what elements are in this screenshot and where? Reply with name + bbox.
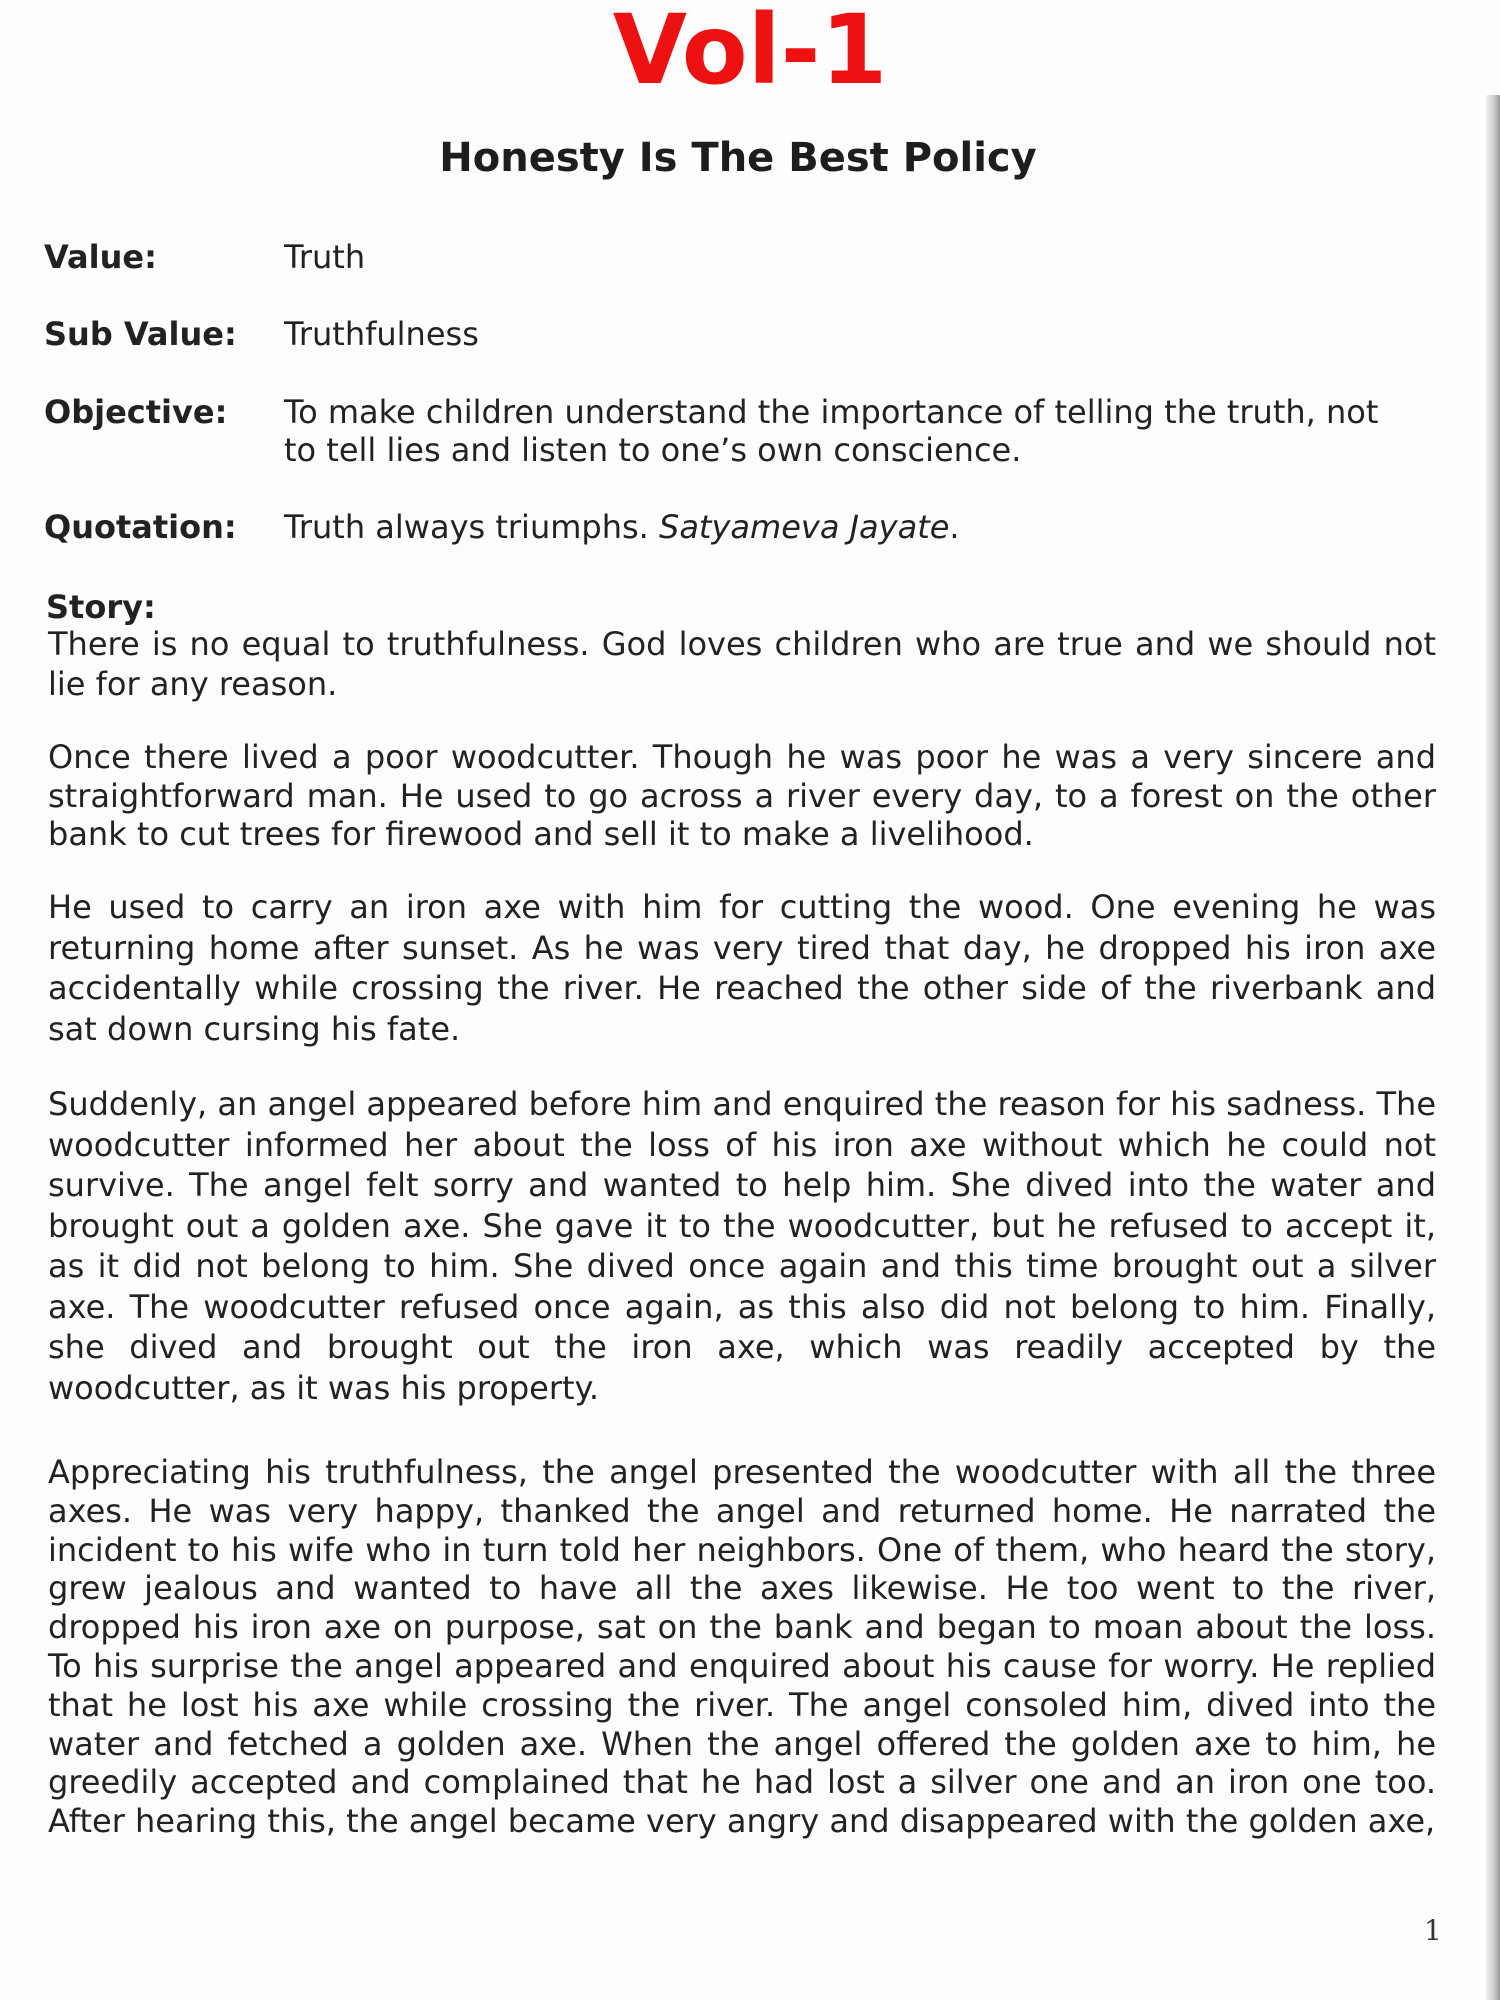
story-paragraph-4: Suddenly, an angel appeared before him and enquired the reason for his sadness. The woodcutter informed her about the loss of his iron axe without which he could not survive. The angel felt sorry and wanted to help him. She dived into the water and brought out a golden axe. She gave it to the woodcutter, but he refused to accept it, as it did not belong to him. She dived once again and this time brought out a silver axe. The woodcutter refused once again, as this also did not belong to him. Finally, she dived and brought out the iron axe, which was readily accepted by the woodcutter, as it was his property.	[48, 1085, 1436, 1407]
story-paragraph-5: Appreciating his truthfulness, the angel presented the woodcutter with all the three axes. He was very happy, thanked the angel and returned home. He narrated the incident to his wife who in turn told her neighbors. One of them, who heard the story, grew jealous and wanted to have all the axes likewise. He too went to the river, dropped his iron axe on purpose, sat on the bank and began to moan about the loss. To his surprise the angel appeared and enquired about his cause for worry. He replied that he lost his axe while crossing the river. The angel consoled him, dived into the water and fetched a golden axe. When the angel offered the golden axe to him, he greedily accepted and complained that he had lost a silver one and an iron one too. After hearing this, the angel became very angry and disappeared with the golden axe,	[48, 1453, 1436, 1841]
quotation-sanskrit: Satyameva Jayate	[659, 508, 950, 546]
value-text: Truth	[284, 238, 366, 276]
quotation-label: Quotation:	[44, 508, 237, 546]
quotation-period: .	[949, 508, 960, 546]
quotation-text	[284, 508, 1384, 546]
story-paragraph-3: He used to carry an iron axe with him for cutting the wood. One evening he was returning home after sunset. As he was very tired that day, he dropped his iron axe accidentally while crossing the river. He reached the other side of the riverbank and sat down cursing his fate.	[48, 888, 1436, 1048]
sub-value-text: Truthfulness	[284, 315, 479, 353]
volume-label: Vol-1	[612, 0, 888, 106]
page-edge-shadow	[1486, 95, 1500, 2000]
story-label: Story:	[46, 588, 156, 626]
sub-value-label: Sub Value:	[44, 315, 237, 353]
story-title: Honesty Is The Best Policy	[439, 135, 1037, 181]
story-paragraph-2: Once there lived a poor woodcutter. Though he was poor he was a very sincere and straightforward man. He used to go across a river every day, to a forest on the other bank to cut trees for firewood and sell it to make a livelihood.	[48, 738, 1436, 853]
page-number: 1	[1424, 1914, 1442, 1947]
objective-label: Objective:	[44, 393, 228, 431]
objective-text: To make children understand the importance of telling the truth, not to tell lies and listen to one’s own conscience.	[284, 393, 1379, 469]
story-paragraph-1: There is no equal to truthfulness. God loves children who are true and we should not lie for any reason.	[48, 625, 1436, 703]
quotation-main: Truth always triumphs.	[284, 508, 649, 546]
value-label: Value:	[44, 238, 157, 276]
